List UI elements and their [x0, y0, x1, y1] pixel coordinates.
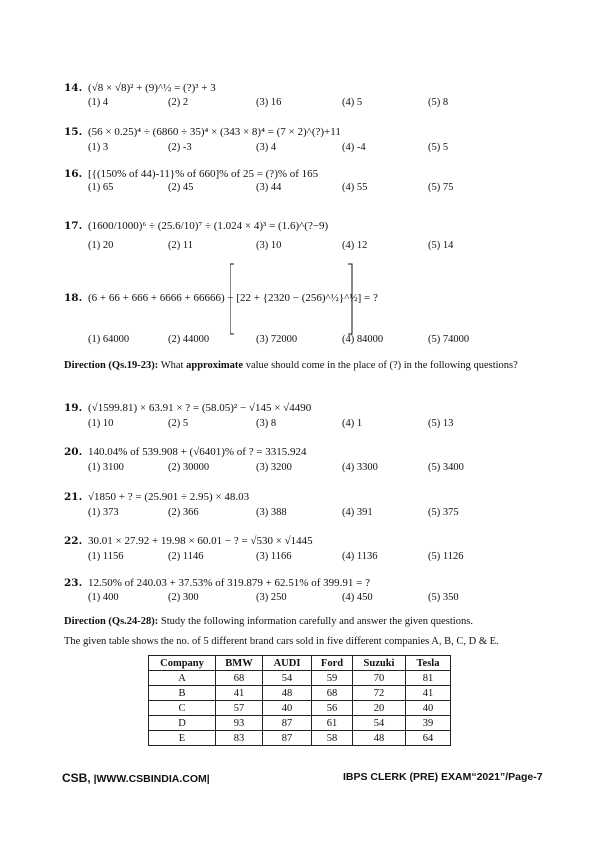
option-2[interactable]: (2) 44000	[168, 334, 210, 345]
question-stem: (√8 × √8)² + (9)^½ = (?)³ + 3	[88, 82, 216, 94]
cell: D	[149, 716, 216, 731]
option-1[interactable]: (1) 400	[88, 592, 119, 603]
table-row	[149, 701, 451, 716]
table-header-row	[149, 656, 451, 671]
cell: 83	[216, 731, 263, 746]
question-15	[64, 124, 544, 158]
direction-emphasis: approximate	[186, 360, 244, 371]
option-5[interactable]: (5) 13	[428, 418, 454, 429]
question-number: 16.	[64, 168, 83, 180]
table-row	[149, 671, 451, 686]
brand-logo-text: CSB,	[62, 771, 91, 785]
header-audi: AUDI	[263, 656, 312, 671]
header-ford: Ford	[312, 656, 353, 671]
cell: A	[149, 671, 216, 686]
cell: 87	[263, 731, 312, 746]
cell: 72	[353, 686, 406, 701]
option-1[interactable]: (1) 3100	[88, 462, 124, 473]
question-stem: (56 × 0.25)⁴ ÷ (6860 ÷ 35)⁴ × (343 × 8)⁴ = (7 × 2)^(?)+11	[88, 126, 341, 138]
question-number: 14.	[64, 82, 83, 94]
cell: 68	[312, 686, 353, 701]
footer-exam-page: IBPS CLERK (PRE) EXAM“2021”/Page-7	[343, 771, 543, 783]
header-company: Company	[149, 656, 216, 671]
table-row	[149, 731, 451, 746]
option-4[interactable]: (4) 391	[342, 507, 373, 518]
option-2[interactable]: (2) 5	[168, 418, 189, 429]
header-suzuki: Suzuki	[353, 656, 406, 671]
option-3[interactable]: (3) 44	[256, 182, 282, 193]
option-2[interactable]: (2) 2	[168, 97, 189, 108]
option-1[interactable]: (1) 10	[88, 418, 114, 429]
option-3[interactable]: (3) 388	[256, 507, 287, 518]
cell: E	[149, 731, 216, 746]
option-5[interactable]: (5) 3400	[428, 462, 464, 473]
question-number: 23.	[64, 577, 83, 589]
question-number: 18.	[64, 292, 83, 304]
option-5[interactable]: (5) 375	[428, 507, 459, 518]
option-1[interactable]: (1) 64000	[88, 334, 130, 345]
question-stem: 30.01 × 27.92 + 19.98 × 60.01 − ? = √530 × √1445	[88, 535, 313, 547]
option-4[interactable]: (4) 12	[342, 240, 368, 251]
option-4[interactable]: (4) 1	[342, 418, 363, 429]
question-19	[64, 398, 544, 432]
option-1[interactable]: (1) 1156	[88, 551, 124, 562]
cell: 68	[216, 671, 263, 686]
table-intro: The given table shows the no. of 5 different brand cars sold in five different companies A, B, C, D & E.	[64, 636, 499, 647]
question-number: 17.	[64, 220, 83, 232]
cell: 93	[216, 716, 263, 731]
cell: 40	[406, 701, 451, 716]
option-1[interactable]: (1) 20	[88, 240, 114, 251]
question-18	[64, 262, 544, 348]
question-number: 19.	[64, 402, 83, 414]
cell: 58	[312, 731, 353, 746]
option-3[interactable]: (3) 3200	[256, 462, 292, 473]
table-row	[149, 686, 451, 701]
option-3[interactable]: (3) 10	[256, 240, 282, 251]
option-3[interactable]: (3) 16	[256, 97, 282, 108]
option-2[interactable]: (2) -3	[168, 142, 192, 153]
option-2[interactable]: (2) 1146	[168, 551, 204, 562]
cell: 64	[406, 731, 451, 746]
cell: 39	[406, 716, 451, 731]
question-number: 22.	[64, 535, 83, 547]
cell: 48	[263, 686, 312, 701]
option-5[interactable]: (5) 14	[428, 240, 454, 251]
cell: 59	[312, 671, 353, 686]
direction-text: Study the following information carefully and answer the given questions.	[158, 616, 473, 627]
option-3[interactable]: (3) 4	[256, 142, 277, 153]
header-tesla: Tesla	[406, 656, 451, 671]
option-1[interactable]: (1) 4	[88, 97, 109, 108]
cell: 61	[312, 716, 353, 731]
option-5[interactable]: (5) 5	[428, 142, 449, 153]
option-2[interactable]: (2) 45	[168, 182, 194, 193]
question-21	[64, 488, 544, 522]
question-16	[64, 166, 544, 196]
question-stem: √1850 + ? = (25.901 ÷ 2.95) × 48.03	[88, 491, 250, 503]
cell: C	[149, 701, 216, 716]
question-22	[64, 532, 544, 566]
cell: 20	[353, 701, 406, 716]
direction-19-23	[64, 358, 544, 373]
option-3[interactable]: (3) 8	[256, 418, 277, 429]
question-number: 21.	[64, 491, 83, 503]
direction-24-28	[64, 614, 544, 629]
option-4[interactable]: (4) 55	[342, 182, 368, 193]
cars-sold-table	[148, 655, 451, 746]
option-1[interactable]: (1) 373	[88, 507, 119, 518]
header-bmw: BMW	[216, 656, 263, 671]
cell: 81	[406, 671, 451, 686]
option-4[interactable]: (4) -4	[342, 142, 366, 153]
option-1[interactable]: (1) 65	[88, 182, 114, 193]
direction-label: Direction (Qs.24-28):	[64, 616, 159, 627]
question-stem: (√1599.81) × 63.91 × ? = (58.05)² − √145 × √4490	[88, 402, 312, 414]
option-4[interactable]: (4) 450	[342, 592, 373, 603]
question-23	[64, 575, 544, 609]
cell: 57	[216, 701, 263, 716]
option-2[interactable]: (2) 366	[168, 507, 199, 518]
option-3[interactable]: (3) 72000	[256, 334, 298, 345]
option-4[interactable]: (4) 84000	[342, 334, 384, 345]
option-3[interactable]: (3) 1166	[256, 551, 292, 562]
question-17	[64, 206, 544, 252]
cell: 41	[406, 686, 451, 701]
cell: B	[149, 686, 216, 701]
cell: 87	[263, 716, 312, 731]
option-5[interactable]: (5) 75	[428, 182, 454, 193]
table-row	[149, 716, 451, 731]
option-5[interactable]: (5) 8	[428, 97, 449, 108]
option-2[interactable]: (2) 300	[168, 592, 199, 603]
option-4[interactable]: (4) 1136	[342, 551, 378, 562]
cell: 70	[353, 671, 406, 686]
direction-text-post: value should come in the place of (?) in the following questions?	[243, 360, 518, 371]
question-stem: [{(150% of 44)-11}% of 660]% of 25 = (?)% of 165	[88, 168, 319, 180]
option-4[interactable]: (4) 3300	[342, 462, 378, 473]
question-stem: (6 + 66 + 666 + 6666 + 66666) − [22 + {2320 − (256)^½}^½] = ?	[88, 292, 378, 304]
website-link[interactable]: |WWW.CSBINDIA.COM|	[90, 773, 210, 785]
option-1[interactable]: (1) 3	[88, 142, 109, 153]
cell: 56	[312, 701, 353, 716]
question-14	[64, 70, 544, 112]
cell: 48	[353, 731, 406, 746]
footer-brand	[62, 771, 210, 785]
question-20	[64, 443, 544, 477]
option-2[interactable]: (2) 11	[168, 240, 193, 251]
cell: 54	[353, 716, 406, 731]
option-3[interactable]: (3) 250	[256, 592, 287, 603]
option-5[interactable]: (5) 1126	[428, 551, 464, 562]
option-4[interactable]: (4) 5	[342, 97, 363, 108]
question-stem: 12.50% of 240.03 + 37.53% of 319.879 + 62.51% of 399.91 = ?	[88, 577, 370, 589]
question-number: 15.	[64, 126, 83, 138]
cell: 40	[263, 701, 312, 716]
question-stem: (1600/1000)⁶ ÷ (25.6/10)⁷ ÷ (1.024 × 4)³ = (1.6)^(?−9)	[88, 220, 329, 232]
cell: 54	[263, 671, 312, 686]
question-stem: 140.04% of 539.908 + (√6401)% of ? = 3315.924	[88, 446, 307, 458]
direction-text-pre: What	[158, 360, 187, 371]
option-5[interactable]: (5) 74000	[428, 334, 470, 345]
question-number: 20.	[64, 446, 83, 458]
option-5[interactable]: (5) 350	[428, 592, 459, 603]
cell: 41	[216, 686, 263, 701]
option-2[interactable]: (2) 30000	[168, 462, 210, 473]
direction-label: Direction (Qs.19-23):	[64, 360, 159, 371]
